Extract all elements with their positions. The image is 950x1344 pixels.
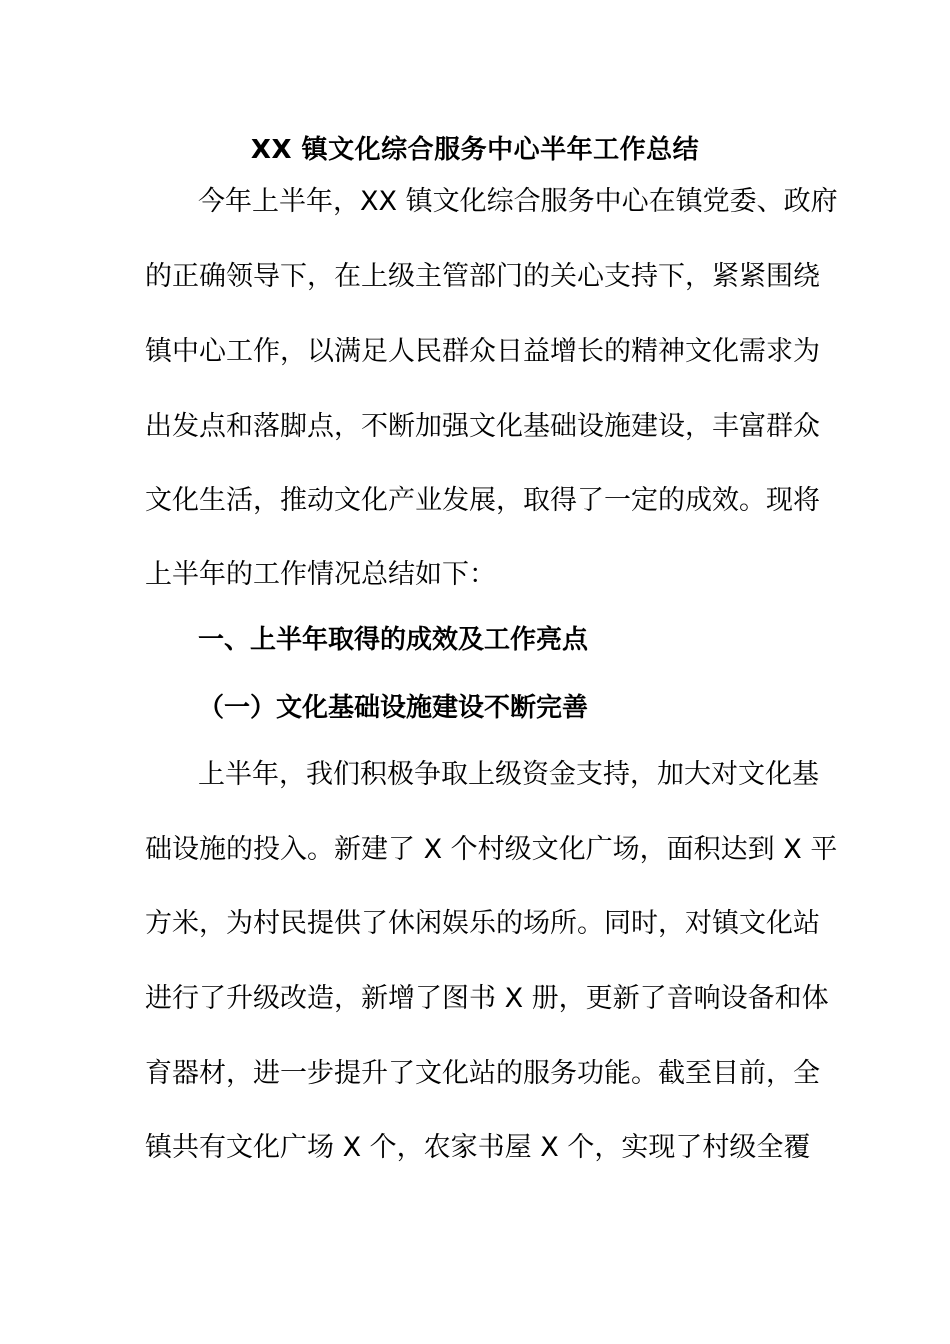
subsection-heading: （一）文化基础设施建设不断完善 bbox=[198, 693, 589, 723]
intro-line-6: 上半年的工作情况总结如下： bbox=[145, 559, 496, 590]
intro-line-5: 文化生活，推动文化产业发展，取得了一定的成效。现将 bbox=[145, 485, 820, 516]
body-line-4: 进行了升级改造，新增了图书 X 册，更新了音响设备和体 bbox=[145, 983, 829, 1014]
intro-line-3: 镇中心工作，以满足人民群众日益增长的精神文化需求为 bbox=[145, 336, 820, 367]
section-heading: 一、上半年取得的成效及工作亮点 bbox=[198, 625, 589, 655]
intro-line-1: 今年上半年，XX 镇文化综合服务中心在镇党委、政府 bbox=[198, 186, 838, 217]
intro-line-2: 的正确领导下，在上级主管部门的关心支持下，紧紧围绕 bbox=[145, 261, 820, 292]
body-line-2: 础设施的投入。新建了 X 个村级文化广场，面积达到 X 平 bbox=[145, 834, 838, 865]
intro-line-4: 出发点和落脚点，不断加强文化基础设施建设，丰富群众 bbox=[145, 411, 820, 442]
body-line-3: 方米，为村民提供了休闲娱乐的场所。同时，对镇文化站 bbox=[145, 908, 820, 939]
body-line-1: 上半年，我们积极争取上级资金支持，加大对文化基 bbox=[198, 759, 819, 790]
document-title: XX 镇文化综合服务中心半年工作总结 bbox=[250, 135, 700, 165]
body-line-5: 育器材，进一步提升了文化站的服务功能。截至目前，全 bbox=[145, 1058, 820, 1089]
body-line-6: 镇共有文化广场 X 个，农家书屋 X 个，实现了村级全覆 bbox=[145, 1132, 811, 1163]
